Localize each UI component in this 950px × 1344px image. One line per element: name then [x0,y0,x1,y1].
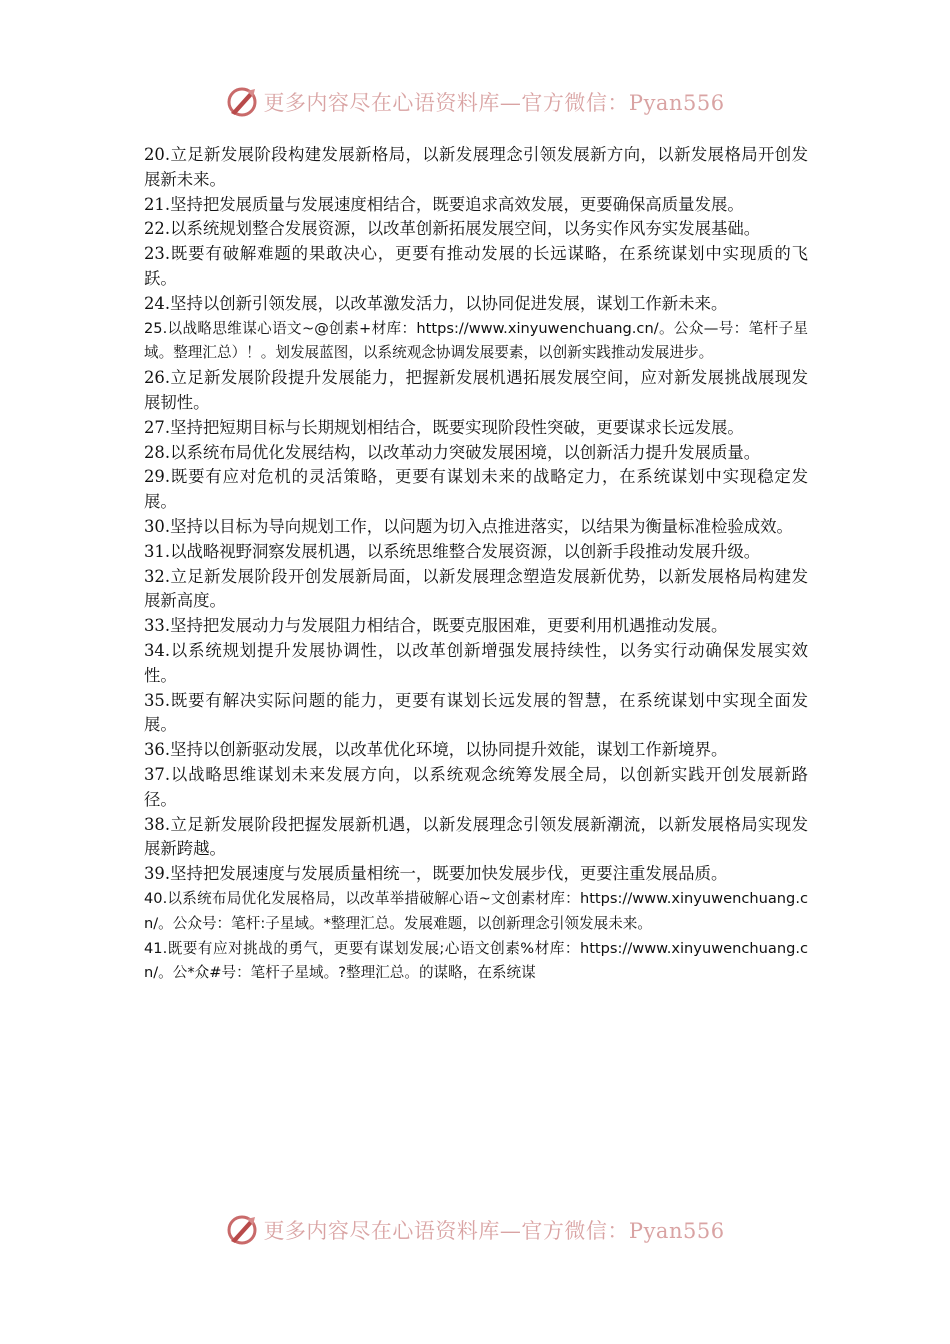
numbered-paragraph: 30.坚持以目标为导向规划工作，以问题为切入点推进落实，以结果为衡量标准检验成效。 [144,516,793,536]
numbered-paragraph: 40.以系统布局优化发展格局，以改革举措破解心语~文创素材库：https://www.xinyuwenchuang.cn/。公众号：笔杆:子星域。*整理汇总。发展难题，以创新理念引领发展未来。 [144,889,808,932]
numbered-paragraph: 31.以战略视野洞察发展机遇，以系统思维整合发展资源，以创新手段推动发展升级。 [144,541,761,561]
numbered-paragraph: 28.以系统布局优化发展结构，以改革动力突破发展困境，以创新活力提升发展质量。 [144,442,761,462]
numbered-paragraph: 41.既要有应对挑战的勇气，更要有谋划发展;心语文创素%材库：https://www.xinyuwenchuang.cn/。公*众#号：笔杆子星域。?整理汇总。的谋略，在系统谋 [144,939,808,982]
numbered-paragraph: 20.立足新发展阶段构建发展新格局，以新发展理念引领发展新方向，以新发展格局开创发展新未来。 [144,145,808,189]
numbered-paragraph: 33.坚持把发展动力与发展阻力相结合，既要克服困难，更要利用机遇推动发展。 [144,616,728,636]
quill-logo-icon [225,85,259,119]
numbered-paragraph: 26.立足新发展阶段提升发展能力，把握新发展机遇拓展发展空间，应对新发展挑战展现发展韧性。 [144,368,808,412]
numbered-paragraph: 34.以系统规划提升发展协调性，以改革创新增强发展持续性，以务实行动确保发展实效性。 [144,640,808,685]
numbered-paragraph: 32.立足新发展阶段开创发展新局面，以新发展理念塑造发展新优势，以新发展格局构建发展新高度。 [144,566,808,611]
header-banner-text: 更多内容尽在心语资料库—官方微信：Pyan556 [263,91,725,115]
numbered-paragraph: 23.既要有破解难题的果敢决心，更要有推动发展的长远谋略，在系统谋划中实现质的飞跃。 [144,244,808,288]
numbered-paragraph: 22.以系统规划整合发展资源，以改革创新拓展发展空间，以务实作风夯实发展基础。 [144,219,761,239]
footer-banner [0,1210,950,1250]
numbered-paragraph: 25.以战略思维谋心语文~@创素+材库：https://www.xinyuwenchuang.cn/。公众—号：笔杆子星域。整理汇总）！。划发展蓝图，以系统观念协调发展要素，以创新实践推动发展进步。 [144,319,808,362]
numbered-paragraph: 35.既要有解决实际问题的能力，更要有谋划长远发展的智慧，在系统谋划中实现全面发展。 [144,690,808,735]
numbered-paragraph: 29.既要有应对危机的灵活策略，更要有谋划未来的战略定力，在系统谋划中实现稳定发展。 [144,467,808,512]
numbered-paragraph: 36.坚持以创新驱动发展，以改革优化环境，以协同提升效能，谋划工作新境界。 [144,740,728,760]
numbered-paragraph: 38.立足新发展阶段把握发展新机遇，以新发展理念引领发展新潮流，以新发展格局实现发展新跨越。 [144,814,808,859]
numbered-paragraph: 37.以战略思维谋划未来发展方向，以系统观念统筹发展全局，以创新实践开创发展新路径。 [144,764,808,809]
footer-banner-text: 更多内容尽在心语资料库—官方微信：Pyan556 [263,1219,725,1243]
numbered-paragraph: 39.坚持把发展速度与发展质量相统一，既要加快发展步伐，更要注重发展品质。 [144,864,728,884]
numbered-paragraph: 21.坚持把发展质量与发展速度相结合，既要追求高效发展，更要确保高质量发展。 [144,194,744,214]
header-banner [0,82,950,122]
document-body [144,143,808,986]
numbered-paragraph: 27.坚持把短期目标与长期规划相结合，既要实现阶段性突破，更要谋求长远发展。 [144,417,744,437]
quill-logo-icon [225,1213,259,1247]
numbered-paragraph: 24.坚持以创新引领发展，以改革激发活力，以协同促进发展，谋划工作新未来。 [144,293,728,313]
